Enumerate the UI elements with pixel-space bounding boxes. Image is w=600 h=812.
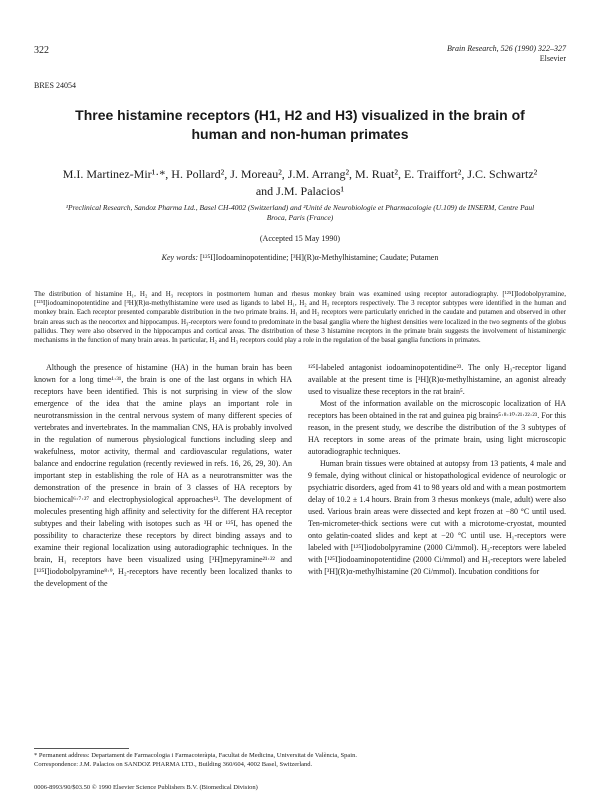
body-column-right bbox=[308, 362, 566, 578]
footnote-correspondence: Correspondence: J.M. Palacios on SANDOZ PHARMA LTD., Building 360/604, 4002 Basel, Switzerland. bbox=[34, 760, 313, 768]
body-paragraph: Most of the information available on the microscopic localization of HA receptors has been obtained in the rat and guinea pig brains⁵·⁸·¹⁰·²¹·²²·²³. For this reason, in the present study, we describe the distribution of the 3 subtypes of HA receptors in some areas of the primate brain, using light microscopic autoradiographic techniques. bbox=[308, 399, 566, 456]
abstract: The distribution of histamine H₁, H₂ and H₃ receptors in postmortem human and rhesus monkey brain was examined using receptor autoradiography. [¹²⁵I]Iodobolpyramine, [¹²⁵I]iodoaminopotentidine and [³H](R)α-methylhistamine were used as ligands to label H₁, H₂ and H₃ receptors respectively. The 3 receptor subtypes were identified in the human and monkey brain. Each receptor presented comparable distribution in the two primate brains. H₁ and H₂ receptors were particularly enriched in the caudate and putamen and observed in other brain areas such as the neocortex and hippocampus. H₃-receptors were found to predominate in the basal ganglia where the highest densities were localized in the two segments of the globus pallidus. They were also observed in the hippocampus and cortical areas. The distribution of these 3 histamine receptors in the primate brain suggests the involvement of histaminergic mechanisms in the function of many brain areas. In particular, H₂ and H₃ receptors could play a role in the regulation of the basal ganglia functions in primates. bbox=[34, 290, 566, 345]
affiliations: ¹Preclinical Research, Sandoz Pharma Ltd., Basel CH-4002 (Switzerland) and ²Unité de Neurobiologie et Pharmacologie (U.109) de INSERM, Centre Paul Broca, Paris (France) bbox=[65, 203, 535, 222]
publisher: Elsevier bbox=[539, 54, 566, 63]
article-title: Three histamine receptors (H1, H2 and H3) visualized in the brain of human and non-human primates bbox=[75, 107, 525, 142]
footnotes bbox=[34, 752, 566, 769]
keywords-text: [¹²⁵I]Iodoaminopotentidine; [³H](R)α-Methylhistamine; Caudate; Putamen bbox=[200, 253, 439, 262]
journal-citation: Brain Research, 526 (1990) 322–327 bbox=[446, 44, 566, 53]
author-list: M.I. Martinez-Mir¹·*, H. Pollard², J. Moreau², J.M. Arrang², M. Ruat², E. Traiffort², J.C. Schwartz² and J.M. Palacios¹ bbox=[62, 167, 538, 198]
body-column-left bbox=[34, 362, 292, 590]
page-number: 322 bbox=[34, 45, 49, 56]
footnote-divider bbox=[34, 748, 129, 749]
body-paragraph: Human brain tissues were obtained at autopsy from 13 patients, 4 male and 9 female, dying without clinical or histopathological evidence of neurologic or psychiatric disorders, aged from 41 to 98 years old and with a mean postmortem delay of 10.2 ± 1.4 hours. Brain from 3 rhesus monkeys (male, adult) were also used. Various brain areas were dissected and kept frozen at −80 °C until used. Ten-micrometer-thick sections were cut with a microtome-cryostat, mounted onto gelatin-coated slides and kept at −20 °C until use. H₁-receptors were labeled with [¹²⁵I]iodobolpyramine (2000 Ci/mmol). H₂-receptors were labeled with [¹²⁵I]iodoaminopotentidine (2000 Ci/mmol) and H₃-receptors were labeled with [³H](R)α-methylhistamine (20 Ci/mmol). Incubation conditions for bbox=[308, 459, 566, 576]
keywords bbox=[40, 253, 560, 262]
body-paragraph: Although the presence of histamine (HA) in the human brain has been known for a long time¹·³¹, the brain is one of the last organs in which HA receptors have been identified. This is not surprising in view of the slow emergence of the idea that the amine plays an important role in neurotransmission in the central nervous system of many different species of vertebrates and invertebrates. In the mammalian CNS, HA is probably involved in the regulation of numerous physiological functions including sleep and wakefulness, motor activity, thermal and cardiovascular regulations, water balance and endocrine regulation (recently reviewed in refs. 16, 26, 29, 30). An important step in establishing the role of HA as a neurotransmitter was the demonstration of the presence in brain of 3 classes of HA receptors by biochemical⁶·⁷·²⁷ and electrophysiological approaches¹³. The development of molecules presenting high affinity and selectivity for the different HA receptor subtypes and their labeling with isotopes such as ³H or ¹²⁵I, has opened the possibility to characterize these receptors by direct binding assays and to examine their regional localization using autoradiographic techniques. In the brain, H₁ receptors have been visualized using [³H]mepyramine²¹·²² and [¹²⁵I]iodobolpyramine⁸·⁹, H₂-receptors have recently been localized thanks to the development of the bbox=[34, 363, 292, 588]
copyright-line: 0006-8993/90/$03.50 © 1990 Elsevier Science Publishers B.V. (Biomedical Division) bbox=[34, 784, 258, 791]
article-code: BRES 24054 bbox=[34, 81, 77, 90]
keywords-label: Key words: bbox=[161, 253, 199, 262]
body-paragraph: ¹²⁵I-labeled antagonist iodoaminopotentidine²³. The only H₃-receptor ligand available at the present time is [³H](R)α-methylhistamine, an agonist already used to visualize these receptors in the rat brain⁵. bbox=[308, 363, 566, 396]
footnote-address: * Permanent address: Departament de Farmacologia i Farmacoteràpia, Facultat de Medicina, Universitat de València, Spain. bbox=[34, 752, 357, 759]
accepted-date: (Accepted 15 May 1990) bbox=[259, 234, 341, 243]
journal-reference bbox=[447, 44, 566, 64]
